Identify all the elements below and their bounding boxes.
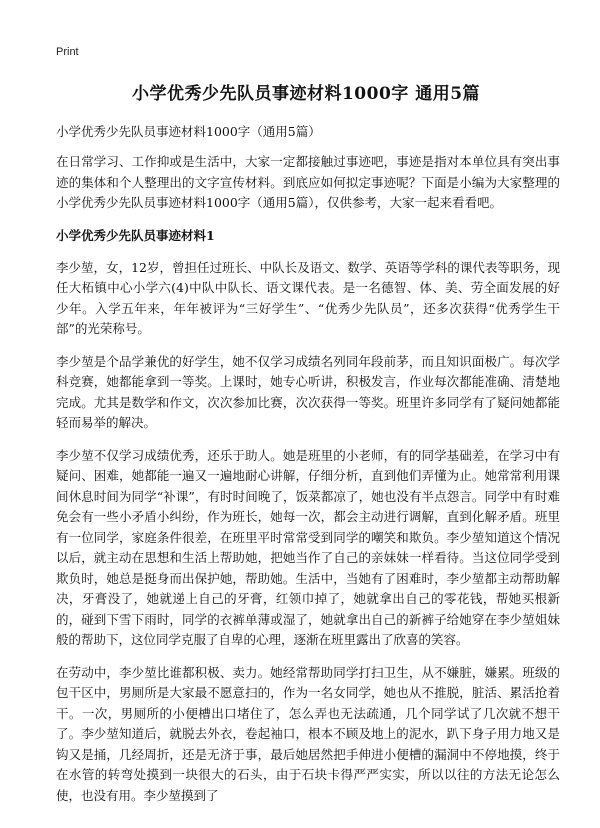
body-paragraph-3: 李少堃不仅学习成绩优秀，还乐于助人。她是班里的小老师，有的同学基础差，在学习中有疑问、困难，她都能一遍又一遍地耐心讲解，仔细分析，直到他们弄懂为止。她常常利用课间休息时间为同学“补课”，有时时间晚了，饭菜都凉了，她也没有半点怨言。同学中有时难免会有一些小矛盾小纠纷，作为班长，她每一次，都会主动进行调解，直到化解矛盾。班里有一位同学，家庭条件很差，在班里平时常常受到同学的嘲笑和欺负。李少堃知道这个情况以后，就主动在思想和生活上帮助她，把她当作了自己的亲妹妹一样看待。当这位同学受到欺负时，她总是挺身而出保护她，帮助她。生活中，当她有了困难时，李少堃都主动帮助解决，牙膏没了，她就递上自己的牙膏，红领巾掉了，她就拿出自己的零花钱，帮她买根新的，碰到下雪下雨时，同学的衣裤单薄或湿了，她就拿出自己的新裤子给她穿在李少堃姐妹般的帮助下，这位同学克服了自卑的心理，逐渐在班里露出了欣喜的笑容。	[56, 447, 560, 647]
intro-paragraph: 在日常学习、工作抑或是生活中，大家一定都接触过事迹吧，事迹是指对本单位具有突出事迹的集体和个人整理出的文字宣传材料。到底应如何拟定事迹呢？下面是小编为大家整理的小学优秀少先队员事迹材料1000字（通用5篇），仅供参考，大家一起来看看吧。	[56, 154, 560, 210]
document-subtitle: 小学优秀少先队员事迹材料1000字（通用5篇）	[56, 124, 321, 139]
print-link[interactable]: Print	[56, 46, 79, 58]
body-paragraph-1: 李少堃，女，12岁，曾担任过班长、中队长及语文、数学、英语等学科的课代表等职务，现任大柘镇中心小学六(4)中队中队长、语文课代表。是一名德智、体、美、劳全面发展的好少年。入学五年来，年年被评为“三好学生”、“优秀少先队员”，还多次获得“优秀学生干部”的光荣称号。	[56, 259, 560, 336]
document-title: 小学优秀少先队员事迹材料1000字 通用5篇	[131, 84, 481, 104]
body-paragraph-4: 在劳动中，李少堃比谁都积极、卖力。她经常帮助同学打扫卫生，从不嫌脏，嫌累。班级的包干区中，男厕所是大家最不愿意扫的，作为一名女同学，她也从不推脱，脏活、累活抢着干。一次，男厕所的小便槽出口堵住了，怎么弄也无法疏通，几个同学试了几次就不想干了。李少堃知道后，就脱去外衣，卷起袖口，根本不顾及地上的泥水，趴下身子用力地又是钩又是捅，几经周折，还是无济于事，最后她居然把手伸进小便槽的漏洞中不停地摸，终于在水管的转弯处摸到一块很大的石头，由于石块卡得严严实实，所以以往的方法无论怎么使，也没有用。李少堃摸到了	[56, 664, 560, 803]
section-heading: 小学优秀少先队员事迹材料1	[56, 227, 215, 243]
body-paragraph-2: 李少堃是个品学兼优的好学生，她不仅学习成绩名列同年段前茅，而且知识面极广。每次学科竞赛，她都能拿到一等奖。上课时，她专心听讲，积极发言，作业每次都能准确、清楚地完成。尤其是数学和作文，次次参加比赛，次次获得一等奖。班里许多同学有了疑问她都能轻而易举的解决。	[56, 353, 560, 430]
document-body	[56, 152, 560, 818]
